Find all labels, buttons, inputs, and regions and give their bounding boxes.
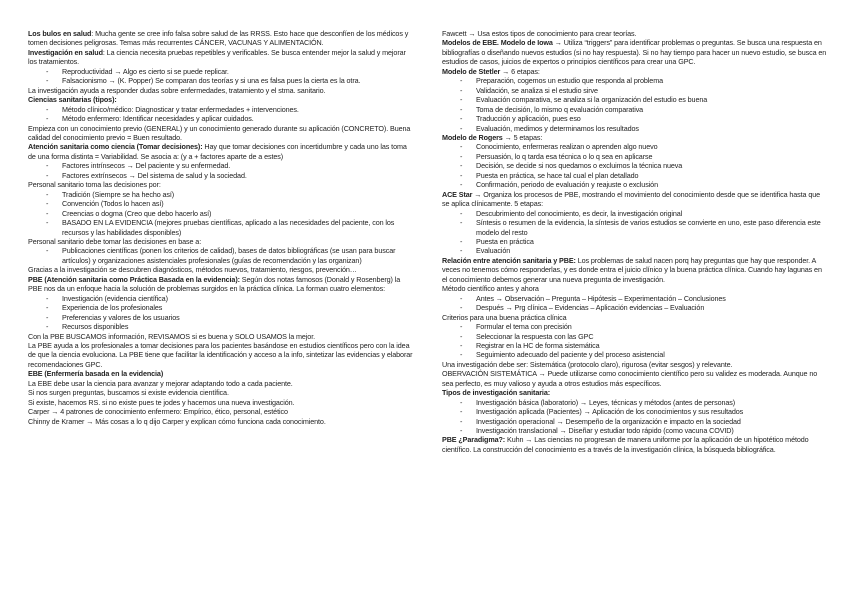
list-item: - BASADO EN LA EVIDENCIA (mejores pruebas científicas, aplicado a las necesidades del paciente, con los recursos y las habilidades disponibles) [28,218,414,237]
paragraph [442,190,828,209]
list-item: - Evaluación comparativa, se analiza si la organización del estudio es buena [442,95,828,104]
list-item: - Método enfermero: Identificar necesidades y aplicar cuidados. [28,114,414,123]
paragraph [28,180,414,189]
paragraph [28,398,414,407]
bullet-list [28,190,414,237]
list-item: - Creencias o dogma (Creo que debo hacerlo así) [28,209,414,218]
list-item: - Antes → Observación – Pregunta – Hipótesis – Experimentación – Conclusiones [442,294,828,303]
paragraph [442,435,828,454]
paragraph-heading: Modelo de Stetler [442,66,501,76]
list-item: - Confirmación, periodo de evaluación y reajuste o exclusión [442,180,828,189]
paragraph [442,29,828,38]
list-item: - Factores intrínsecos → Del paciente y su enfermedad. [28,161,414,170]
paragraph-text: OBERVACIÓN SISTEMÁTICA → Puede utilizarse como conocimiento científico pero su validez es moderada. Aunque no sea perfecto, es muy valioso y ayuda a otros estudios más específicos. [442,369,818,388]
paragraph-text: → 5 etapas: [502,132,543,142]
list-item: - Puesta en práctica, se hace tal cual el plan detallado [442,171,828,180]
paragraph [28,95,414,104]
paragraph [442,360,828,369]
list-item: - Investigación básica (laboratorio) → Leyes, técnicas y métodos (antes de personas) [442,398,828,407]
paragraph [442,38,828,66]
paragraph-text: Personal sanitario debe tomar las decisiones en base a: [28,236,202,246]
paragraph-heading: PBE (Atención sanitaria como Práctica Basada en la evidencia): [28,274,240,284]
list-item: - Evaluación [442,246,828,255]
list-item: - Seleccionar la respuesta con las GPC [442,332,828,341]
paragraph-heading: Investigación en salud [28,47,103,57]
paragraph-text: Fawcett → Usa estos tipos de conocimiento para crear teorías. [442,29,637,38]
paragraph-text: Una investigación debe ser: Sistemática (protocolo claro), rigurosa (evitar sesgos) y relevante. [442,359,733,369]
paragraph-text: Si nos surgen preguntas, buscamos si existe evidencia científica. [28,388,229,398]
paragraph-text: Gracias a la investigación se descubren diagnósticos, métodos nuevos, tratamiento, riesgos, prevención… [28,265,357,275]
paragraph [442,369,828,388]
list-item: - Persuasión, lo q tarda esa técnica o lo q sea en aplicarse [442,152,828,161]
paragraph-heading: PBE ¿Paradigma?: [442,435,506,445]
paragraph [28,29,414,48]
list-item: - Investigación aplicada (Pacientes) → Aplicación de los conocimientos y sus resultados [442,407,828,416]
list-item: - Registrar en la HC de forma sistemática [442,341,828,350]
list-item: - Formular el tema con precisión [442,322,828,331]
paragraph-text: Personal sanitario toma las decisiones por: [28,180,161,190]
paragraph [28,379,414,388]
bullet-list [442,294,828,313]
paragraph [442,284,828,293]
paragraph [28,341,414,369]
paragraph [28,124,414,143]
bullet-list [28,161,414,180]
paragraph-text: → Utiliza “triggers” para identificar problemas o preguntas. Se busca una respuesta en bibliografías o diseñando nuevos estudios (si no hay respuesta). Si no hay tiempo para hacer un nuevo estudio, se busca en estudios de casos, juicios de expertos o principios científicos para crear una GPC. [442,38,827,67]
paragraph-text: Criterios para una buena práctica clínica [442,312,567,322]
paragraph-text: Empieza con un conocimiento previo (GENERAL) y un conocimiento generado durante su aplicación (CONCRETO). Buena calidad del conocimiento previo = Buen resultado. [28,123,411,142]
list-item: - Descubrimiento del conocimiento, es decir, la investigación original [442,209,828,218]
paragraph [442,388,828,397]
paragraph-heading: Los bulos en salud [28,29,92,38]
list-item: - Síntesis o resumen de la evidencia, la síntesis de varios estudios se convierte en uno, este paso diferencia este modelo del resto [442,218,828,237]
list-item: - Recursos disponibles [28,322,414,331]
list-item: - Falsacionismo → (K. Popper) Se comparan dos teorías y si una es falsa pues la cierta es la otra. [28,76,414,85]
list-item: - Conocimiento, enfermeras realizan o aprenden algo nuevo [442,142,828,151]
paragraph-heading: Atención sanitaria como ciencia (Tomar decisiones): [28,142,203,152]
paragraph-text: Método científico antes y ahora [442,284,539,294]
bullet-list [28,67,414,86]
list-item: - Traducción y aplicación, pues eso [442,114,828,123]
paragraph-text: Los problemas de salud nacen porq hay preguntas que hay que responder. A veces no tenemos cómo responderlas, y es donde entra el juicio clínico y la buena práctica clínica. Cuando hay lagunas en el conocimiento debemos generar una nueva pregunta de investigación. [442,255,822,284]
paragraph-text: Según dos notas famosos (Donald y Rosenberg) la PBE nos da un enfoque hacia la solución de problemas surgidos en la práctica clínica. La forman cuatro elementos: [28,274,401,294]
paragraph-heading: ACE Star [442,189,473,199]
paragraph [442,67,828,76]
paragraph [28,369,414,378]
paragraph-heading: Modelo de Rogers [442,132,503,142]
list-item: - Investigación (evidencia científica) [28,294,414,303]
bullet-list [28,246,414,265]
paragraph-text: La EBE debe usar la ciencia para avanzar y mejorar adaptando todo a cada paciente. [28,378,293,388]
paragraph-text: Si existe, hacemos RS. si no existe pues te jodes y hacemos una nueva investigación. [28,397,295,407]
paragraph-text: Carper → 4 patrones de conocimiento enfermero: Empírico, ético, personal, estético [28,407,288,417]
bullet-list [442,142,828,189]
bullet-list [442,322,828,360]
paragraph-text: Con la PBE BUSCAMOS información, REVISAMOS si es buena y SOLO USAMOS la mejor. [28,331,315,341]
paragraph [28,332,414,341]
list-item: - Experiencia de los profesionales [28,303,414,312]
paragraph [28,86,414,95]
paragraph [28,417,414,426]
list-item: - Método clínico/médico: Diagnosticar y tratar enfermedades + intervenciones. [28,105,414,114]
paragraph-text: Chinny de Kramer → Más cosas a lo q dijo Carper y explican cómo funciona cada conocimiento. [28,416,326,426]
paragraph-text: Kuhn → Las ciencias no progresan de manera uniforme por la aplicación de un hipotético método científico. La construcción del conocimiento es a través de la investigación clínica, la búsqueda bibliográfica. [442,435,809,454]
right-column [442,29,828,454]
bullet-list [28,105,414,124]
list-item: - Evaluación, medimos y determinamos los resultados [442,124,828,133]
list-item: - Publicaciones científicas (ponen los criterios de calidad), bases de datos bibliográficas (se usan para buscar artículos) y organizaciones asistenciales profesionales (guías de recomendación y las organizan) [28,246,414,265]
list-item: - Validación, se analiza si el estudio sirve [442,86,828,95]
paragraph [28,237,414,246]
list-item: - Factores extrínsecos → Del sistema de salud y la sociedad. [28,171,414,180]
list-item: - Reproductividad → Algo es cierto si se puede replicar. [28,67,414,76]
paragraph [28,275,414,294]
bullet-list [28,294,414,332]
paragraph [28,407,414,416]
paragraph-text: La PBE ayuda a los profesionales a tomar decisiones para los pacientes basándose en estudios científicos pero con la idea de que la ciencia evoluciona. La PBE tiene que facilitar la identificación y acceso a la info, sintetizar las evidencias y elaborar recomendaciones GPC. [28,340,413,369]
paragraph-heading: Relación entre atención sanitaria y PBE: [442,255,576,265]
paragraph-text: → 6 etapas: [500,66,540,76]
paragraph [442,133,828,142]
paragraph-heading: Ciencias sanitarias (tipos): [28,95,117,105]
paragraph [442,256,828,284]
paragraph-text: Hay que tomar decisiones con incertidumbre y cada uno las toma de una forma distinta = Variabilidad. Se asocia a: (y a + factores aparte de a estes) [28,142,407,161]
paragraph-text: La investigación ayuda a responder dudas sobre enfermedades, tratamiento y el stma. sanitario. [28,85,326,95]
paragraph [28,265,414,274]
bullet-list [442,76,828,133]
paragraph [442,313,828,322]
bullet-list [442,398,828,436]
paragraph-text: : La ciencia necesita pruebas repetibles y verificables. Se busca entender mejor la salud y mejorar los tratamientos. [28,47,406,67]
list-item: - Preferencias y valores de los usuarios [28,313,414,322]
paragraph [28,48,414,67]
list-item: - Convención (Todos lo hacen así) [28,199,414,208]
list-item: - Investigación operacional → Desempeño de la organización e impacto en la sociedad [442,417,828,426]
paragraph [28,388,414,397]
bullet-list [442,209,828,256]
list-item: - Seguimiento adecuado del paciente y del proceso asistencial [442,350,828,359]
paragraph-text: : Mucha gente se cree info falsa sobre salud de las RRSS. Esto hace que desconfíen de los médicos y tomen decisiones peligrosas. Temas más recurrentes CÁNCER, VACUNAS Y ALIMENTACIÓN. [28,29,409,48]
paragraph-heading: Modelos de EBE. Modelo de Iowa [442,38,553,48]
paragraph-text: → Organiza los procesos de PBE, mostrando el movimiento del conocimiento desde que se identifica hasta que se aplica clínicamente. 5 etapas: [442,189,821,209]
list-item: - Puesta en práctica [442,237,828,246]
paragraph [28,142,414,161]
left-column [28,29,414,426]
list-item: - Tradición (Siempre se ha hecho así) [28,190,414,199]
list-item: - Toma de decisión, lo mismo q evaluación comparativa [442,105,828,114]
list-item: - Investigación translacional → Diseñar y estudiar todo rápido (como vacuna COVID) [442,426,828,435]
list-item: - Preparación, cogemos un estudio que responda al problema [442,76,828,85]
paragraph-heading: EBE (Enfermería basada en la evidencia) [28,369,164,379]
list-item: - Después → Prg clínica – Evidencias – Aplicación evidencias – Evaluación [442,303,828,312]
paragraph-heading: Tipos de investigación sanitaria: [442,388,551,398]
list-item: - Decisión, se decide si nos quedamos o excluimos la técnica nueva [442,161,828,170]
